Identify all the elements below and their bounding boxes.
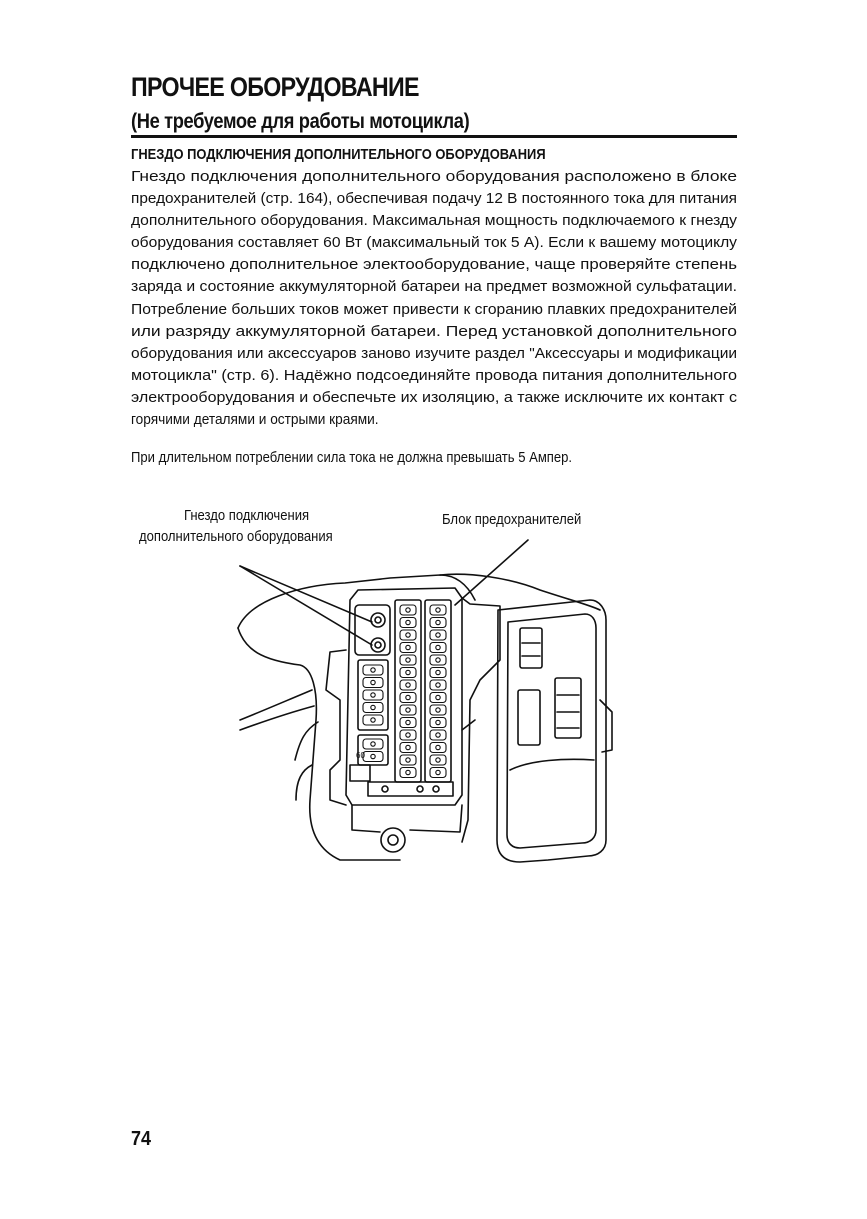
- lid-rib: [510, 759, 594, 770]
- fuse-label-strip: [368, 782, 453, 796]
- leader-line-fusebox: [455, 540, 528, 605]
- fuse-window: [436, 620, 440, 624]
- fuse-window: [406, 745, 410, 749]
- fusebox-label: Блок предохранителей: [442, 511, 582, 528]
- fuse-window: [406, 733, 410, 737]
- fuse-window: [406, 683, 410, 687]
- fuse-window: [371, 742, 375, 746]
- body-line: или разряду аккумуляторной батареи. Перед установкой дополнительного: [131, 322, 737, 340]
- frame-curve-2: [240, 706, 314, 730]
- fusebox-side-bracket: [326, 650, 346, 805]
- fuse-window: [436, 733, 440, 737]
- fuse-window: [406, 695, 410, 699]
- lid-hinge-edge: [462, 598, 500, 842]
- fuse-window: [436, 645, 440, 649]
- frame-curve-1: [240, 690, 312, 720]
- body-line: электрооборудования и обеспечьте их изоляцию, а также исключите их контакт с: [131, 388, 737, 406]
- fuse-window: [406, 645, 410, 649]
- fuse-window: [406, 758, 410, 762]
- fuse-window: [406, 608, 410, 612]
- label-strip-symbol-2: [417, 786, 423, 792]
- page-subtitle: (Не требуемое для работы мотоцикла): [131, 110, 470, 133]
- socket-label-line2: дополнительного оборудования: [139, 528, 333, 545]
- fuse-window: [436, 670, 440, 674]
- fuse-window: [406, 620, 410, 624]
- fuse-window: [436, 658, 440, 662]
- fuse-window: [436, 695, 440, 699]
- body-line-last: горячими деталями и острыми краями.: [131, 411, 379, 429]
- body-line: дополнительного оборудования. Максимальная мощность подключаемого к гнезду: [131, 212, 737, 230]
- body-line: оборудования или аксессуаров заново изучите раздел "Аксессуары и модификации: [131, 344, 737, 362]
- accessory-socket-2-core: [375, 642, 381, 648]
- body-line: подключено дополнительное электооборудование, чаще проверяйте степень: [131, 256, 737, 274]
- accessory-socket-1: [371, 613, 385, 627]
- fuse-window: [436, 708, 440, 712]
- frame-outline-right-top: [440, 574, 600, 610]
- page-title: ПРОЧЕЕ ОБОРУДОВАНИЕ: [131, 72, 419, 102]
- housing-base-left: [352, 805, 380, 832]
- housing-base-right: [410, 805, 462, 832]
- fuse-window: [371, 680, 375, 684]
- fusebox-lid-outer: [497, 600, 606, 862]
- mount-bolt-center: [388, 835, 398, 845]
- body-line: Потребление больших токов может привести к сгоранию плавких предохранителей: [131, 300, 737, 318]
- fuse-set: [363, 605, 446, 778]
- body-line: оборудования составляет 60 Вт (максимальный ток 5 А). Если к вашему мотоциклу: [131, 234, 737, 252]
- fuse-window: [436, 720, 440, 724]
- fuse-window: [436, 683, 440, 687]
- spare-fuse-holder-2: [555, 678, 581, 738]
- fuse-window: [436, 633, 440, 637]
- fuse-puller: [518, 690, 540, 745]
- body-line: предохранителей (стр. 164), обеспечивая подачу 12 В постоянного тока для питания: [131, 190, 737, 208]
- page-number: 74: [131, 1128, 152, 1150]
- fuse-window: [436, 758, 440, 762]
- fuse-window: [436, 608, 440, 612]
- current-note: При длительном потреблении сила тока не должна превышать 5 Ампер.: [131, 449, 573, 466]
- fuse-window: [371, 705, 375, 709]
- mount-bolt: [381, 828, 405, 852]
- socket-label-line1: Гнездо подключения: [184, 507, 310, 524]
- fuse-window: [371, 668, 375, 672]
- main-fuse-cover: [350, 765, 370, 781]
- label-strip-symbol-1: [382, 786, 388, 792]
- fuse-window: [406, 720, 410, 724]
- label-strip-symbol-3: [433, 786, 439, 792]
- fuse-window: [371, 718, 375, 722]
- fuse-rating-label: 60: [356, 751, 365, 760]
- fuse-window: [371, 754, 375, 758]
- fuse-window: [406, 770, 410, 774]
- fuse-window: [406, 670, 410, 674]
- accessory-socket-1-core: [375, 617, 381, 623]
- leader-line-socket-1: [240, 566, 372, 622]
- fuse-window: [406, 633, 410, 637]
- fuse-window: [436, 745, 440, 749]
- spare-fuse-holder-1: [520, 628, 542, 668]
- fuse-window: [436, 770, 440, 774]
- body-line: заряда и состояние аккумуляторной батареи на предмет возможной сульфатации.: [131, 278, 737, 296]
- body-line: Гнездо подключения дополнительного оборудования расположено в блоке: [131, 168, 737, 185]
- fuse-window: [406, 658, 410, 662]
- fuse-window: [371, 693, 375, 697]
- lid-hinge-detail: [462, 720, 475, 730]
- fuse-window: [406, 708, 410, 712]
- body-line: мотоцикла" (стр. 6). Надёжно подсоединяйте провода питания дополнительного: [131, 366, 737, 384]
- accessory-socket-2: [371, 638, 385, 652]
- section-heading: ГНЕЗДО ПОДКЛЮЧЕНИЯ ДОПОЛНИТЕЛЬНОГО ОБОРУДОВАНИЯ: [131, 146, 546, 163]
